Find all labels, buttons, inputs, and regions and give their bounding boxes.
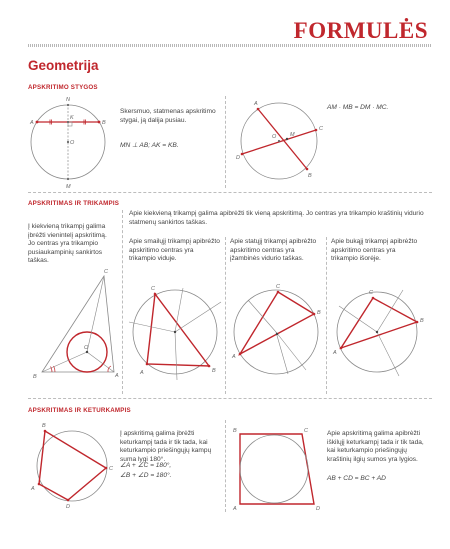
diagram-circumscribed-quadrilateral	[230, 424, 326, 512]
label-d: D	[316, 506, 320, 512]
label-c: C	[109, 466, 113, 472]
label-b: B	[317, 310, 321, 316]
label-a: A	[140, 370, 144, 376]
circumcircle-text: Apie kiekvieną trikampį galima apibrėžti tik vieną apskritimą. Jo centras yra trikampio kraštinių vidurio statmenų sankirtos taškas.	[129, 210, 424, 226]
divider	[225, 237, 226, 394]
label-a: A	[333, 350, 337, 356]
label-o: O	[84, 345, 89, 351]
label-a: A	[233, 506, 237, 512]
diagram-circumcircle-acute	[127, 284, 223, 384]
label-o: O	[272, 134, 277, 140]
diagram-incircle	[28, 270, 118, 390]
label-c: C	[276, 284, 280, 290]
label-a: A	[232, 354, 236, 360]
stygos-text: Skersmuo, statmenas apskritimo stygai, ją dalija pusiau.	[120, 108, 216, 124]
label-b: B	[33, 374, 37, 380]
label-b: B	[212, 368, 216, 374]
circumscribed-formula: AB + CD = BC + AD	[327, 475, 386, 482]
page-title: FORMULĖS	[293, 18, 428, 43]
label-c: C	[104, 269, 108, 275]
label-a: A	[31, 486, 35, 492]
header-rule	[28, 44, 432, 47]
label-b: B	[42, 423, 46, 429]
label-c: C	[319, 126, 323, 132]
section-title: Geometrija	[28, 58, 99, 73]
heading-apskritimas-ir-trikampis: APSKRITIMAS IR TRIKAMPIS	[28, 200, 120, 207]
divider	[225, 96, 226, 188]
label-c: C	[369, 290, 373, 296]
heading-apskritimas-ir-keturkampis: APSKRITIMAS IR KETURKAMPIS	[28, 407, 131, 414]
incircle-text: Į kiekvieną trikampį galima įbrėžti vienintelį apskritimą. Jo centras yra trikampio pusiaukampinių sankirtos taškas.	[28, 223, 107, 265]
circumscribed-text: Apie apskritimą galima apibrėžti iškilųjį keturkampį tada ir tik tada, kai keturkampio priešingųjų kraštinių ilgių sumos yra lygios.	[327, 430, 424, 463]
label-m: M	[66, 184, 71, 190]
divider	[225, 420, 226, 512]
label-b: B	[102, 120, 106, 126]
inscribed-formula-1: ∠A + ∠C = 180°,	[120, 462, 172, 469]
diagram-intersecting-chords	[232, 96, 328, 188]
right-text: Apie statųjį trikampį apibrėžto apskritimo centras yra įžambinės vidurio taškas.	[230, 238, 317, 263]
divider	[28, 398, 432, 399]
inscribed-formula-2: ∠B + ∠D = 180°.	[120, 472, 172, 479]
label-c: C	[304, 428, 308, 434]
stygos-formula-1: MN ⊥ AB; AK = KB.	[120, 142, 179, 149]
label-a: A	[254, 101, 258, 107]
acute-text: Apie smailųjį trikampį apibrėžto apskritimo centras yra trikampio viduje.	[129, 238, 220, 263]
label-k: K	[70, 115, 74, 121]
label-o: O	[70, 140, 75, 146]
stygos-formula-2: AM · MB = DM · MC.	[327, 104, 389, 111]
divider	[122, 210, 123, 394]
label-d: D	[236, 155, 240, 161]
heading-apskritimo-stygos: APSKRITIMO STYGOS	[28, 84, 98, 91]
divider	[28, 192, 432, 193]
obtuse-text: Apie bukąjį trikampį apibrėžto apskritimo centras yra trikampio išorėje.	[331, 238, 418, 263]
label-c: C	[151, 286, 155, 292]
label-n: N	[66, 97, 70, 103]
label-b: B	[233, 428, 237, 434]
label-d: D	[66, 504, 70, 510]
label-b: B	[308, 173, 312, 179]
diagram-inscribed-quadrilateral	[28, 424, 116, 508]
label-b: B	[420, 318, 424, 324]
inscribed-text: Į apskritimą galima įbrėžti keturkampį tada ir tik tada, kai keturkampio priešingųjų kampų suma lygi 180°.	[120, 430, 212, 463]
diagram-chord-diameter	[26, 96, 116, 191]
label-a: A	[115, 373, 119, 379]
label-a: A	[30, 120, 34, 126]
divider	[326, 237, 327, 394]
diagram-circumcircle-right	[228, 284, 324, 384]
diagram-circumcircle-obtuse	[329, 284, 425, 384]
label-m: M	[290, 132, 295, 138]
